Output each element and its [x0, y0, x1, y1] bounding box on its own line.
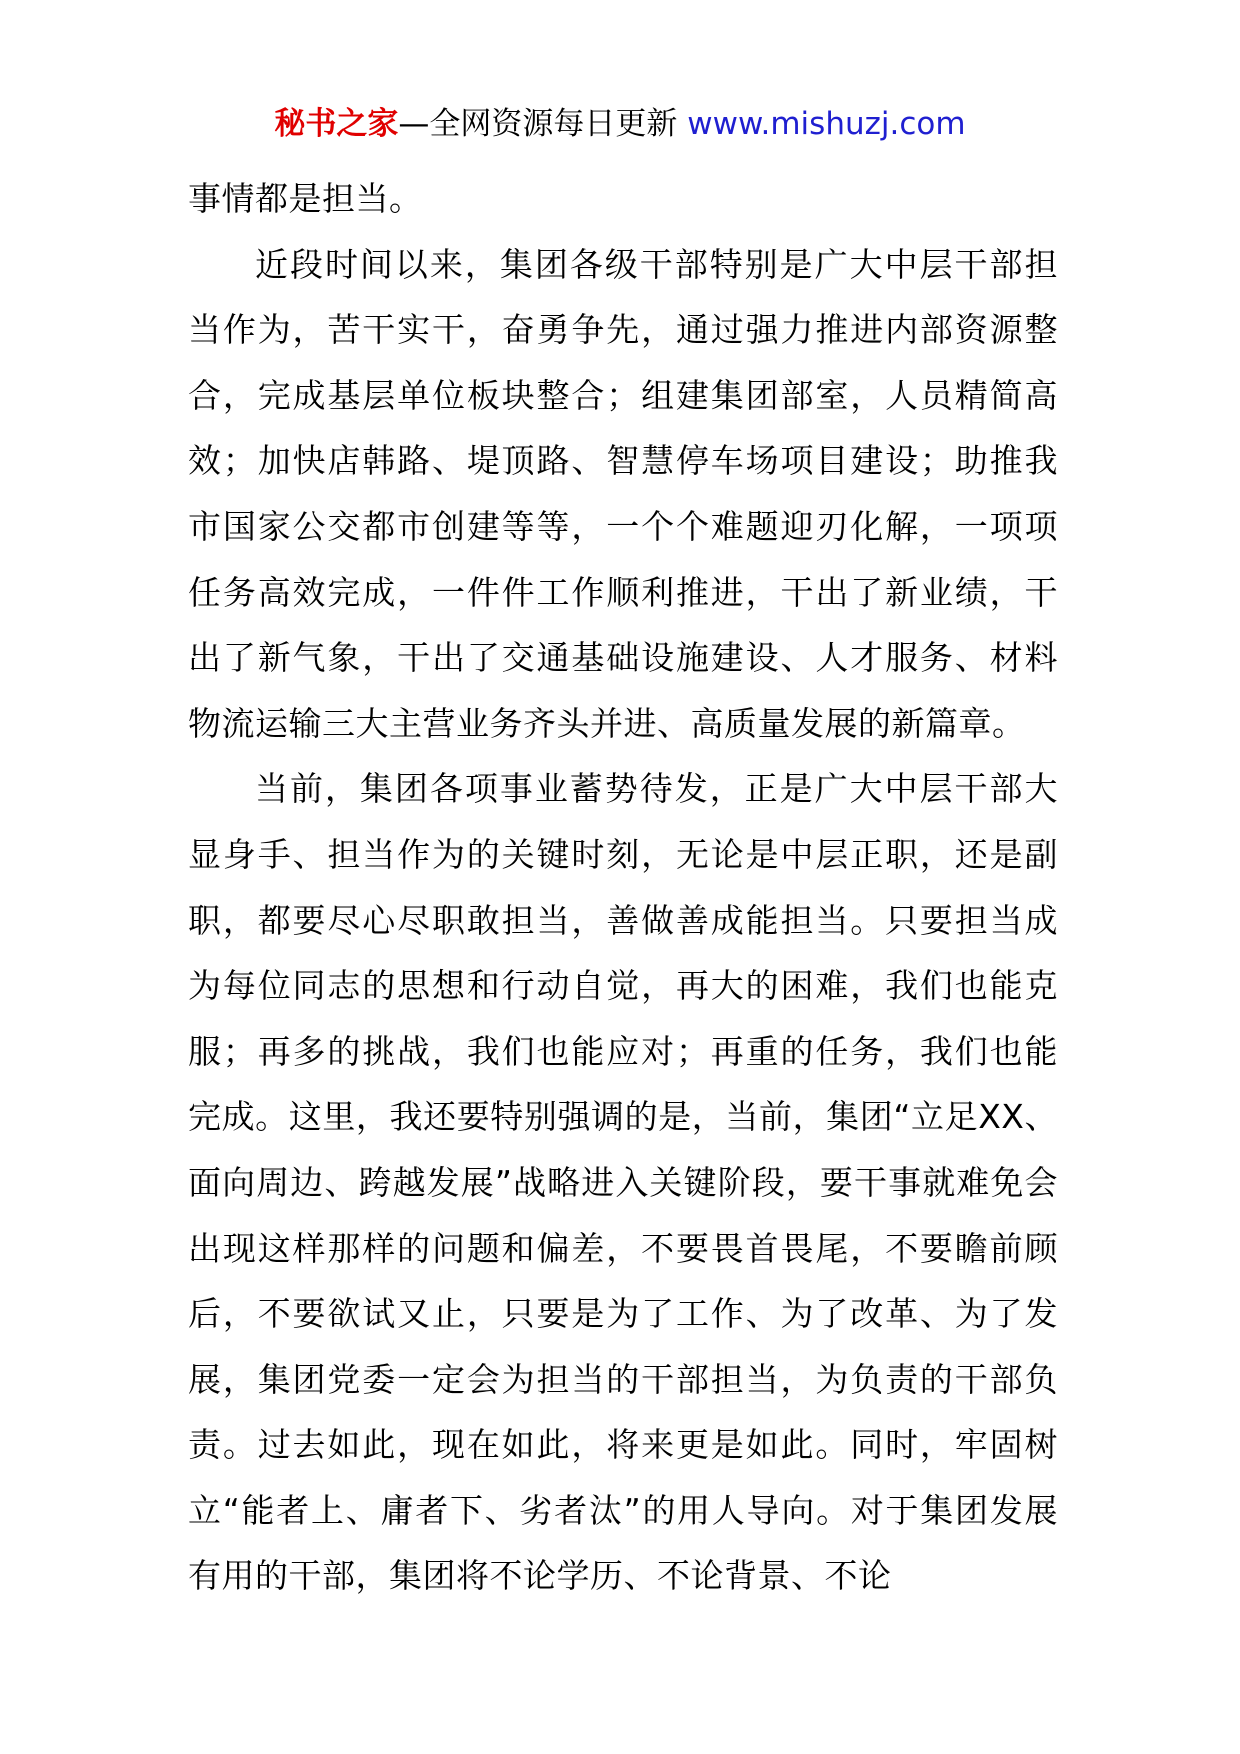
page-header: [0, 102, 1240, 146]
site-url-link[interactable]: www.mishuzj.com: [687, 106, 966, 142]
paragraph-continuation: 事情都是担当。: [188, 179, 423, 218]
site-tagline: —全网资源每日更新: [398, 106, 678, 142]
paragraph-recent-achievements: 近段时间以来，集团各级干部特别是广大中层干部担当作为，苦干实干，奋勇争先，通过强力推进内部资源整合，完成基层单位板块整合；组建集团部室，人员精简高效；加快店韩路、堤顶路、智慧停车场项目建设；助推我市国家公交都市创建等等，一个个难题迎刃化解，一项项任务高效完成，一件件工作顺利推进，干出了新业绩，干出了新气象，干出了交通基础设施建设、人才服务、材料物流运输三大主营业务齐头并进、高质量发展的新篇章。: [188, 244, 1058, 743]
document-body: [188, 166, 1058, 1609]
paragraph-current-tasks: 当前，集团各项事业蓄势待发，正是广大中层干部大显身手、担当作为的关键时刻，无论是中层正职，还是副职，都要尽心尽职敢担当，善做善成能担当。只要担当成为每位同志的思想和行动自觉，再大的困难，我们也能克服；再多的挑战，我们也能应对；再重的任务，我们也能完成。这里，我还要特别强调的是，当前，集团“立足XX、面向周边、跨越发展”战略进入关键阶段，要干事就难免会出现这样那样的问题和偏差，不要畏首畏尾，不要瞻前顾后，不要欲试又止，只要是为了工作、为了改革、为了发展，集团党委一定会为担当的干部担当，为负责的干部负责。过去如此，现在如此，将来更是如此。同时，牢固树立“能者上、庸者下、劣者汰”的用人导向。对于集团发展有用的干部，集团将不论学历、不论背景、不论: [188, 769, 1058, 1596]
site-brand: 秘书之家: [274, 106, 399, 142]
